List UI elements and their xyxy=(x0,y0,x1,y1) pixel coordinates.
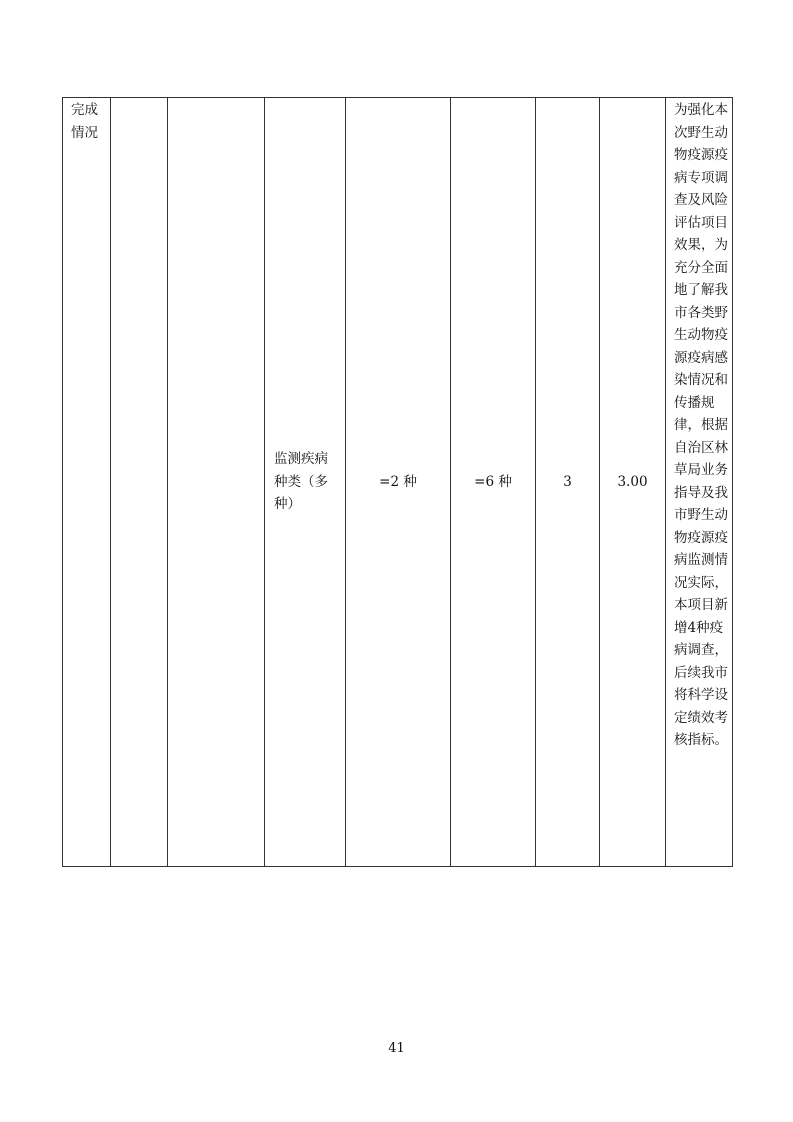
weight-value: 3 xyxy=(563,473,572,490)
indicator-cell xyxy=(265,98,346,867)
row-label: 完成情况 xyxy=(71,102,98,141)
weight-cell xyxy=(536,98,600,867)
target-cell xyxy=(346,98,451,867)
score-cell xyxy=(600,98,666,867)
actual-value: =6 种 xyxy=(474,473,512,490)
target-value: =2 种 xyxy=(379,473,417,490)
performance-table xyxy=(62,97,733,867)
deviation-note: 为强化本次野生动物疫源疫病专项调查及风险评估项目效果，为充分全面地了解我市各类野生动物疫源疫病感染情况和传播规律，根据自治区林草局业务指导及我市野生动物疫源疫病监测情况实际，本项目新增4种疫病调查，后续我市将科学设定绩效考核指标。 xyxy=(674,102,728,748)
row-label-cell xyxy=(63,98,111,867)
score-value: 3.00 xyxy=(617,473,648,490)
table-row xyxy=(63,98,733,867)
note-cell xyxy=(666,98,733,867)
indicator-name: 监测疾病种类（多种） xyxy=(274,451,328,513)
empty-cell xyxy=(168,98,265,867)
page-number: 41 xyxy=(388,1041,405,1056)
actual-cell xyxy=(451,98,536,867)
empty-cell xyxy=(111,98,168,867)
